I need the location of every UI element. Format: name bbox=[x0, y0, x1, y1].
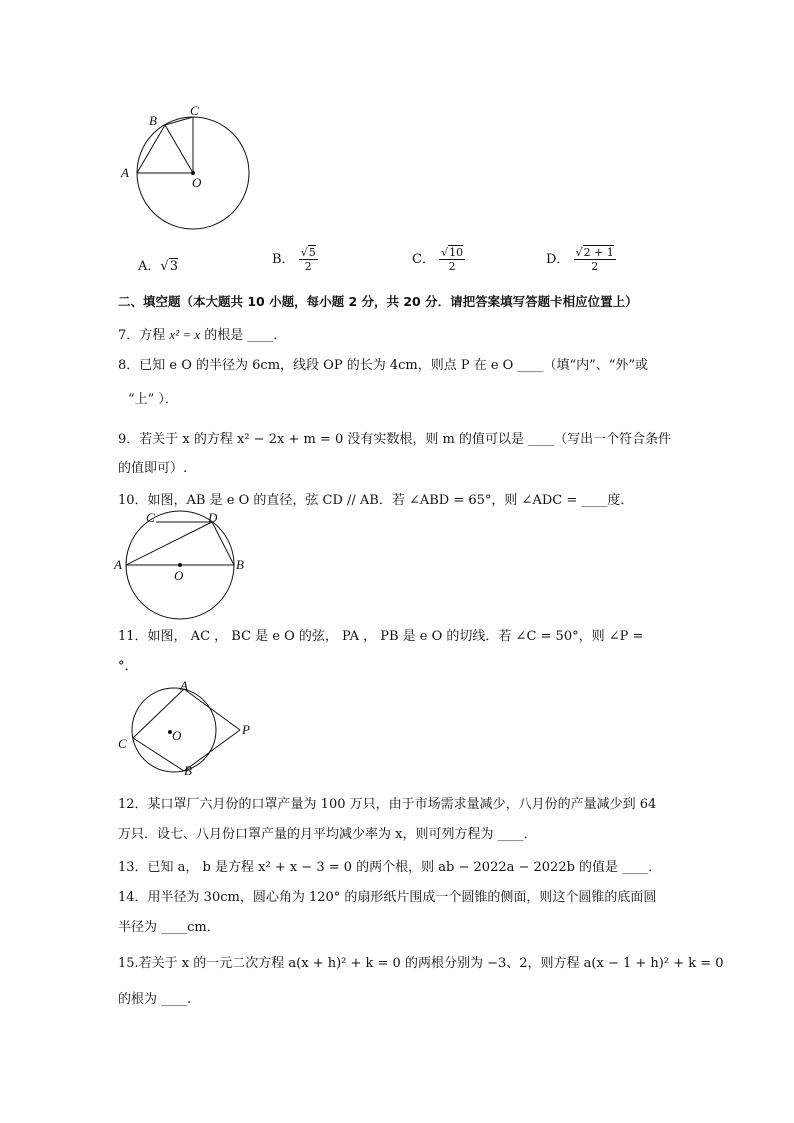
question-12-line2: 万只．设七、八月份口罩产量的月平均减少率为 x，则可列方程为 ____． bbox=[118, 827, 537, 842]
question-13: 13．已知 a， b 是方程 x² + x − 3 = 0 的两个根，则 ab − 2022a − 2022b 的值是 ____． bbox=[118, 860, 662, 875]
question-15-line2: 的根为 ____. bbox=[118, 992, 192, 1007]
option-b: B． $\frac{√5}{2}$ bbox=[272, 246, 316, 273]
segment-ab bbox=[137, 125, 165, 173]
label-d: D bbox=[208, 510, 218, 525]
segment-bo bbox=[165, 125, 193, 173]
label-c: C bbox=[190, 103, 199, 118]
question-15-line1: 15.若关于 x 的一元二次方程 a(x + h)² + k = 0 的两根分别为 −3、2，则方程 a(x − 1 + h)² + k = 0 bbox=[118, 956, 724, 971]
question-10: 10．如图，AB 是 e O 的直径，弦 CD // AB．若 ∠ABD = 65°，则 ∠ADC = ____度． bbox=[118, 493, 634, 508]
question-9-line1: 9．若关于 x 的方程 x² − 2x + m = 0 没有实数根，则 m 的值可以是 ____（写出一个符合条件 bbox=[118, 432, 672, 447]
label-a: A bbox=[180, 680, 188, 693]
label-p: P bbox=[242, 722, 250, 737]
q7-text-a: 方程 bbox=[139, 328, 170, 343]
label-a: A bbox=[114, 557, 122, 572]
question-7 bbox=[118, 324, 286, 343]
option-b-key: B． bbox=[272, 252, 295, 267]
option-c-num: 10 bbox=[449, 246, 464, 259]
option-d: D． $\frac{√2 + 1}{2}$ bbox=[546, 246, 614, 273]
label-c: C bbox=[146, 510, 155, 525]
label-c: C bbox=[118, 736, 127, 751]
option-a: A．√3 bbox=[138, 259, 178, 274]
question-9-line2: 的值即可）. bbox=[118, 461, 188, 476]
segment-db bbox=[212, 522, 234, 565]
section-title: 二、填空题（本大题共 10 小题，每小题 2 分，共 20 分．请把答案填写答题卡相应位置上） bbox=[118, 294, 638, 309]
question-11-line2: °． bbox=[118, 659, 138, 674]
question-8-line2: “上” ）． bbox=[128, 392, 178, 407]
option-c-key: C． bbox=[412, 252, 435, 267]
q10-figure bbox=[112, 508, 252, 620]
q7-text-b: 的根是 ____． bbox=[200, 328, 287, 343]
tangent-pb bbox=[184, 730, 240, 771]
q11-figure bbox=[112, 680, 262, 780]
option-b-num: 5 bbox=[308, 246, 316, 259]
option-b-den: 2 bbox=[304, 260, 312, 273]
label-b: B bbox=[149, 113, 157, 128]
option-d-key: D． bbox=[546, 252, 570, 267]
center-point bbox=[178, 563, 182, 567]
question-12-line1: 12．某口罩厂六月份的口罩产量为 100 万只，由于市场需求量减少，八月份的产量减少到 64 bbox=[118, 797, 657, 812]
option-c: C． $\frac{√10}{2}$ bbox=[412, 246, 464, 273]
option-d-den: 2 bbox=[591, 260, 599, 273]
question-14-line1: 14．用半径为 30cm，圆心角为 120° 的扇形纸片围成一个圆锥的侧面，则这个圆锥的底面圆 bbox=[118, 890, 657, 905]
label-o: O bbox=[172, 728, 182, 743]
tangent-pa bbox=[184, 689, 240, 730]
q7-number: 7． bbox=[118, 328, 140, 343]
q6-circle-figure bbox=[115, 100, 260, 235]
label-o: O bbox=[174, 568, 184, 583]
question-11-line1: 11．如图， AC ， BC 是 e O 的弦， PA ， PB 是 e O 的切线．若 ∠C = 50°，则 ∠P = bbox=[118, 629, 644, 644]
segment-ad bbox=[126, 522, 212, 565]
label-a: A bbox=[121, 165, 129, 180]
label-b: B bbox=[184, 763, 192, 778]
question-8-line1: 8．已知 e O 的半径为 6cm，线段 OP 的长为 4cm，则点 P 在 e O ____（填“内”、“外”或 bbox=[118, 358, 649, 373]
q7-equation: x² = x bbox=[169, 327, 201, 342]
label-b: B bbox=[236, 557, 244, 572]
option-a-key: A． bbox=[138, 259, 161, 274]
option-d-num: 2 + 1 bbox=[583, 246, 614, 259]
question-14-line2: 半径为 ____cm． bbox=[118, 920, 220, 935]
segment-bc bbox=[165, 117, 193, 125]
label-o: O bbox=[192, 175, 202, 190]
option-a-value: 3 bbox=[169, 259, 178, 274]
option-c-den: 2 bbox=[448, 260, 456, 273]
